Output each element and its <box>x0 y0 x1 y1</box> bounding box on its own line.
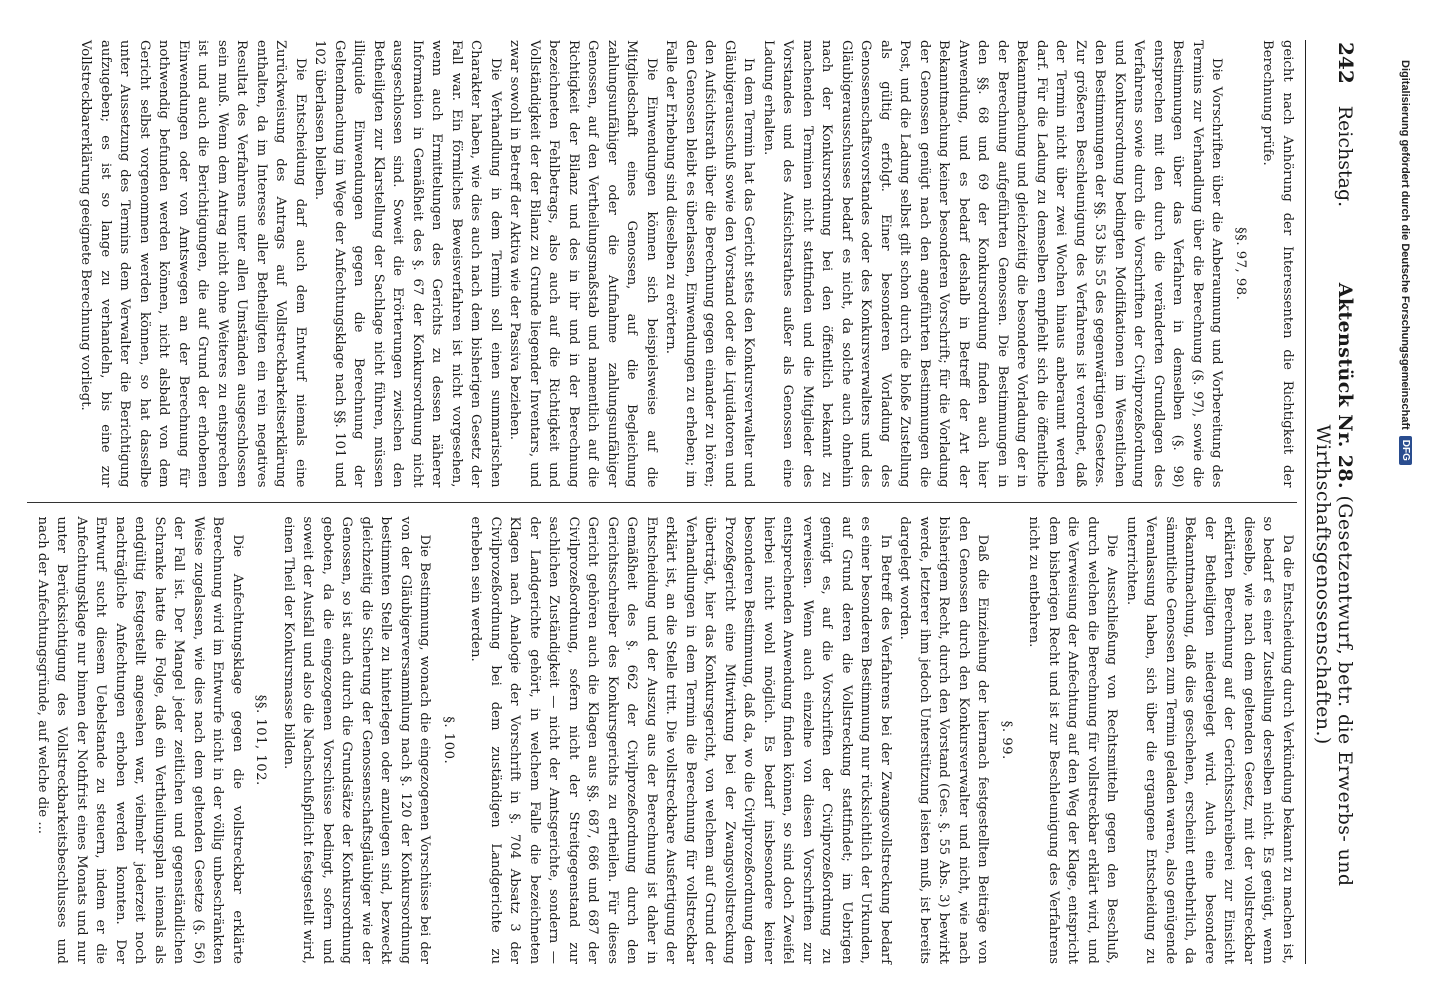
paragraph: Daß die Einziehung der hiernach festgestellten Beiträge von den Genossen durch den Konkursverwalter und nicht, wie nach bisherigem Recht, durch den Vorstand (Ges. §. 55 Abs. 3) bewirkt werde, letzterer ihm jedoch Unterstützung leisten muß, ist bereits dargelegt worden. <box>897 516 991 964</box>
text-columns <box>27 40 1297 964</box>
document-page <box>22 22 1372 982</box>
page-header <box>1305 40 1362 964</box>
paragraph: geicht nach Anhörung der Interessenten die Richtigkeit der Berechnung prüfe. <box>1260 40 1295 488</box>
right-column <box>27 517 1297 965</box>
paragraph: Die Entscheidung darf auch dem Entwurf niemals eine Zurückweisung des Antrags auf Vollstreckbarkeitserklärung enthalten, da im Interesse aller Betheiligten ein rein negatives Resultat des Verfahrens unter allen Umständen ausgeschlossen sein muß. Wenn dem Antrag nicht ohne Weiteres zu entsprechen ist und auch die Berichtigungen, die auf Grund der erhobenen Einwendungen oder von Amtswegen an der Berechnung für nothwendig befunden werden können, nicht alsbald von dem Gericht selbst vorgenommen werden können, so hat dasselbe unter Aussetzung des Termins dem Verwalter die Berichtigung aufzugeben; es ist so lange zu verhandeln, bis eine zur Vollstreckbarerklärung geeignete Berechnung vorliegt. <box>78 40 308 488</box>
section-heading: §. 99. <box>999 720 1014 760</box>
dfg-logo: DFG <box>1399 436 1412 465</box>
credit-text: Digitalisierung gefördert durch die Deutsche Forschungsgemeinschaft <box>1399 60 1412 430</box>
publication-title: Reichstag. <box>1334 105 1356 208</box>
document-subject: (Gesetzentwurf, betr. die Erwerbs- und Wirthschaftsgenossenschaften.) <box>1312 424 1356 887</box>
document-reference <box>1312 207 1356 962</box>
section-heading: §. 100. <box>441 716 456 765</box>
paragraph: In Betreff des Verfahrens bei der Zwangsvollstreckung bedarf es einer besonderen Bestimmung nur rücksichtlich der Urkunden, auf Grund deren die Vollstreckung stattfindet; im Uebrigen genügt es, auf die Vorschriften der Civilprozeßordnung zu verweisen. Wenn auch einzelne von diesen Vorschriften zur entsprechenden Anwendung finden können, so sind doch Zweifel hierbei nicht wohl möglich. Es bedarf insbesondere keiner besonderen Bestimmung, daß da, wo die Civilprozeßordnung dem Prozeßgericht eine Mitwirkung bei der Zwangsvollstreckung überträgt, hier das Konkursgericht, von welchem auf Grund der Verhandlungen in dem Termin die Berechnung für vollstreckbar erklärt ist, an die Stelle tritt. Die vollstreckbare Ausfertigung der Entscheidung und der Auszug aus der Berechnung ist daher in Gemäßheit des §. 662 der Civilprozeßordnung durch den Gerichtsschreiber des Konkursgerichts zu ertheilen. Für dieses Gericht gehören auch die Klagen aus §§. 687, 686 und 687 der Civilprozeßordnung, sofern nicht der Streitgegenstand zur sachlichen Zuständigkeit — nicht der Amtsgerichte, sondern — der Landgerichte gehört, in welchem Falle die bezeichneten Klagen nach Analogie der Vorschrift in §. 704 Absatz 3 der Civilprozeßordnung bei dem zuständigen Landgerichte zu erheben sein werden. <box>468 516 893 964</box>
page-number: 242 <box>1334 42 1358 84</box>
section-heading: §§. 97, 98. <box>1233 227 1248 301</box>
paragraph: Die Bestimmung, wonach die eingezogenen Vorschüsse bei der von der Gläubigerversammlung nach §. 120 der Konkursordnung bestimmten Stelle zu hinterlegen oder anzulegen sind, bezweckt gleichzeitig die Sicherung der Genossenschaftsgläubiger wie der Genossen, so ist auch durch die Grundsätze der Konkursordnung geboten, da die eingezogenen Vorschüsse bedingt, sofern und soweit der Ausfall und also die Nachschußpflicht festgestellt wird, einen Theil der Konkursmasse bilden. <box>281 516 433 964</box>
digitization-credit <box>1399 60 1412 465</box>
paragraph: Da die Entscheidung durch Verkündung bekannt zu machen ist, so bedarf es einer Zustellung derselben nicht. Es genügt, wenn dieselbe, wie nach dem geltenden Gesetz, mit der vollstreckbar erklärten Berechnung auf der Gerichtsschreiberei zur Einsicht der Betheiligten niedergelegt wird. Auch eine besondere Bekanntmachung, daß dies geschehen, erscheint entbehrlich, da sämmtliche Genossen zum Termin geladen waren, also genügende Veranlassung haben, sich über die ergangene Entscheidung zu unterrichten. <box>1124 516 1295 964</box>
column-divider <box>27 502 1297 503</box>
paragraph: Die Anfechtungsklage gegen die vollstreckbar erklärte Berechnung wird im Entwurfe nicht in der völlig unbeschränkten Weise zugelassen, wie dies nach dem geltenden Gesetze (§. 56) der Fall ist. Der Mangel jeder zeitlichen und gegenständlichen Schranke hatte die Folge, daß ein Vertheilungsplan niemals als endgültig festgestellt angesehen war, vielmehr jederzeit noch nachträgliche Anfechtungen erhoben werden konnten. Der Entwurf sucht diesem Uebelstande zu steuern, indem er die Anfechtungsklage nur binnen der Nothfrist eines Monats und nur unter Berücksichtigung des Vollstreckbarkeitsbeschlusses und nach der Anfechtungsgründe, auf welche die ... <box>35 516 245 964</box>
paragraph: Die Verhandlung in dem Termin soll einen summarischen Charakter haben, wie dies auch nach dem bisherigen Gesetz der Fall war. Ein förmliches Beweisverfahren ist nicht vorgesehen, wenn auch Ermittelungen des Gerichts zu dessen näherer Information in Gemäßheit des §. 67 der Konkursordnung nicht ausgeschlossen sind. Soweit die Erörterungen zwischen den Betheiligten zur Klarstellung der Sachlage nicht führen, müssen illiquide Einwendungen gegen die Berechnung der Geltendmachung im Wege der Anfechtungsklage nach §§. 101 und 102 überlassen bleiben. <box>312 40 503 488</box>
paragraph: Die Einwendungen können sich beispielsweise auf die Mitgliedschaft eines Genossen, auf die Begleichung zahlungsunfähiger oder die Aufnahme zahlungsunfähiger Genossen, auf den Vertheilungsmaßstab und namentlich auf die Richtigkeit der Bilanz und des in ihr und in der Berechnung bezeichneten Fehlbetrags, also auch auf die Richtigkeit und Vollständigkeit der der Bilanz zu Grunde liegender Inventars, und zwar sowohl in Betreff der Aktiva wie der Passiva beziehen. <box>507 40 659 488</box>
section-heading: §§. 101, 102. <box>253 694 269 786</box>
left-column <box>27 40 1297 488</box>
paragraph: In dem Termin hat das Gericht stets den Konkursverwalter und Gläubigerausschuß sowie den Vorstand oder die Liquidatoren und den Aufsichtsrath über die Berechnung gegen einander zu hören; den Genossen bleibt es überlassen, Einwendungen zu erheben; im Falle der Erhebung sind dieselben zu erörtern. <box>663 40 757 488</box>
paragraph: Die Ausschließung von Rechtsmitteln gegen den Beschluß, durch welchen die Berechnung für vollstreckbar erklärt wird, und die Verweisung der Anfechtung auf den Weg der Klage, entspricht dem bisherigen Recht und ist zur Beschleunigung des Verfahrens nicht zu entbehren. <box>1026 516 1120 964</box>
paragraph: Die Vorschriften über die Anberaumung und Vorbereitung des Termins zur Verhandlung über die Berechnung (§. 97), sowie die Bestimmungen über das Verfahren in demselben (§. 98) entsprechen mit den durch die veränderten Grundlagen des Verfahrens sowie durch die Vorschriften der Civilprozeßordnung und Konkursordnung bedingten Modifikationen im Wesentlichen den Bestimmungen der §§. 53 bis 55 des gegenwärtigen Gesetzes. Zur größeren Beschleunigung des Verfahrens ist verordnet, daß der Termin nicht über zwei Wochen hinaus anberaumt werden darf. Für die Ladung zu demselben empfiehlt sich die öffentliche Bekanntmachung und gleichzeitig die besondere Vorladung der in der Berechnung aufgeführten Genossen. Die Bestimmungen in den §§. 68 und 69 der Konkursordnung finden auch hier Anwendung, und es bedarf deshalb in Betreff der Art der Bekanntmachung keiner besonderen Vorschrift; für die Vorladung der Genossen genügt nach den angeführten Bestimmungen die Post, und die Ladung selbst gilt schon durch die bloße Zustellung als gültig erfolgt. Einer besonderen Vorladung des Genossenschaftsvorstandes oder des Konkursverwalters und des Gläubigerausschusses bedarf es nicht, da solche auch ohnehin nach der Konkursordnung bei den öffentlich bekannt zu machenden Terminen nicht stattfinden und die Mitglieder des Vorstandes und des Aufsichtsrathes außer als Genossen eine Ladung erhalten. <box>761 40 1225 488</box>
document-number: Aktenstück Nr. 28. <box>1334 282 1356 490</box>
